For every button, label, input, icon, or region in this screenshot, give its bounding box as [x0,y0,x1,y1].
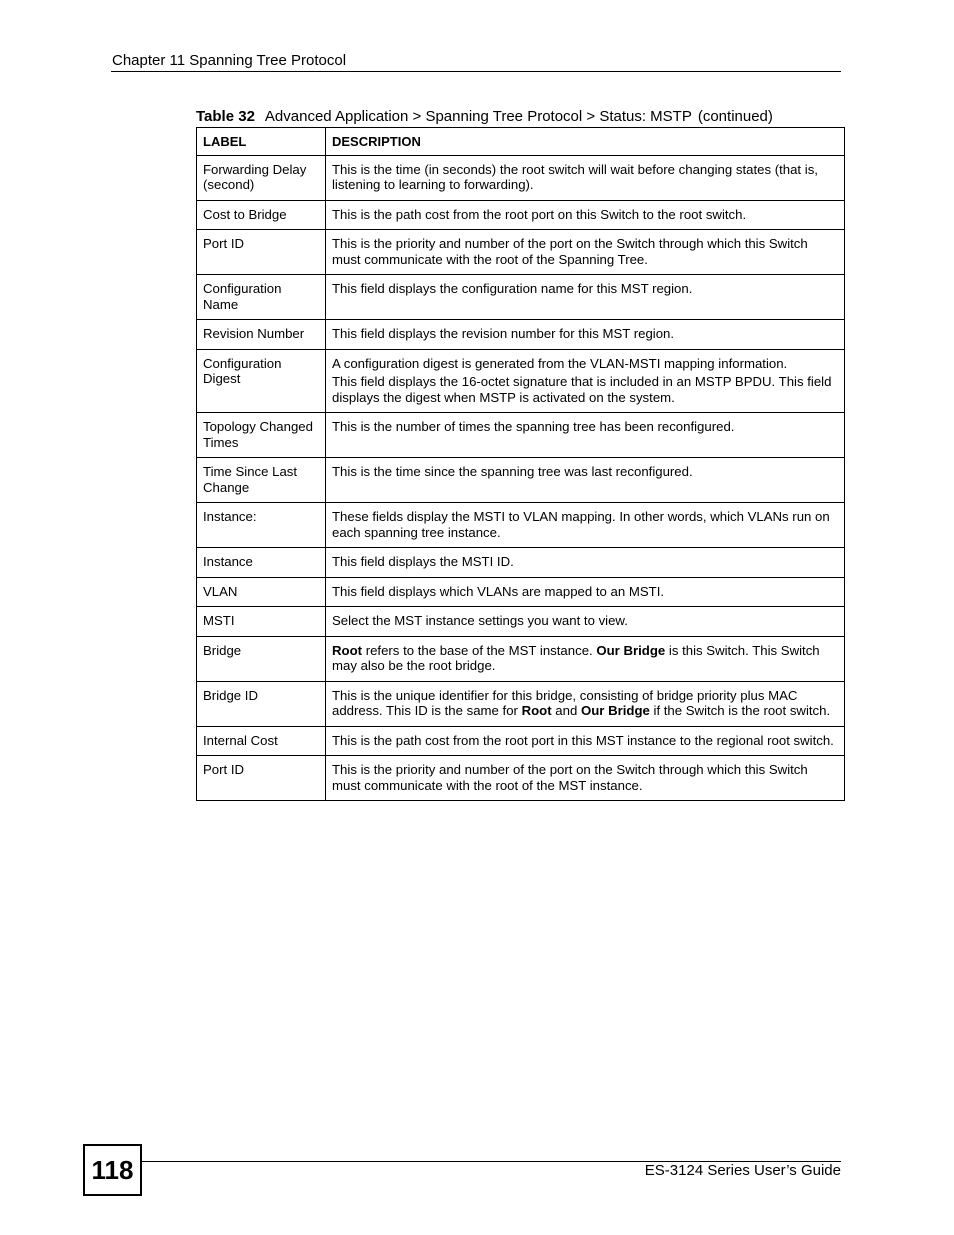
table-row [197,413,845,458]
row-description [326,726,845,756]
row-description [326,200,845,230]
table-row [197,230,845,275]
table-title: Advanced Application > Spanning Tree Protocol > Status: MSTP [264,108,692,125]
description-column-header: DESCRIPTION [326,128,845,156]
table-header-row [197,128,845,156]
row-description [326,413,845,458]
description-paragraph: This is the priority and number of the port on the Switch through which this Switch must communicate with the root of the Spanning Tree. [332,236,808,267]
bold-term: Root [332,642,363,658]
text-segment: if the Switch is the root switch. [649,703,831,718]
row-description [326,607,845,637]
row-description [326,230,845,275]
table-row [197,275,845,320]
table-caption [196,108,773,125]
row-description [326,636,845,681]
row-label: Revision Number [197,320,326,350]
table-number: Table 32 [196,108,255,125]
table-row [197,200,845,230]
row-description [326,756,845,801]
table-row [197,349,845,413]
description-paragraph: These fields display the MSTI to VLAN mapping. In other words, which VLANs run on each spanning tree instance. [332,509,830,540]
row-label: Cost to Bridge [197,200,326,230]
table-row [197,155,845,200]
description-paragraph: This field displays the revision number for this MST region. [332,326,675,341]
table-continued: (continued) [697,108,773,125]
description-paragraph: This is the path cost from the root port in this MST instance to the regional root switch. [332,732,834,748]
page-number: 118 [83,1144,142,1196]
description-paragraph [332,643,838,674]
text-segment: and [551,703,581,718]
row-label: Bridge ID [197,681,326,726]
description-paragraph: Select the MST instance settings you want to view. [332,613,628,628]
row-label: Internal Cost [197,726,326,756]
description-paragraph: This is the time (in seconds) the root switch will wait before changing states (that is, listening to learning to forwarding). [332,161,818,192]
table-row [197,607,845,637]
row-label: VLAN [197,577,326,607]
row-description [326,458,845,503]
table-row [197,726,845,756]
bold-term: Our Bridge [596,642,666,658]
guide-title: ES-3124 Series User’s Guide [644,1162,841,1179]
row-label: Port ID [197,756,326,801]
row-label: Instance [197,548,326,578]
description-paragraph: This is the path cost from the root port on this Switch to the root switch. [332,206,747,222]
description-paragraph [332,688,838,719]
description-paragraph: This is the priority and number of the port on the Switch through which this Switch must communicate with the root of the MST instance. [332,762,808,793]
table-row [197,636,845,681]
description-paragraph: This field displays the 16-octet signature that is included in an MSTP BPDU. This field displays the digest when MSTP is activated on the system. [332,374,832,405]
row-label: Instance: [197,503,326,548]
row-description [326,681,845,726]
description-paragraph: This field displays which VLANs are mapped to an MSTI. [332,583,665,599]
row-description [326,577,845,607]
label-column-header: LABEL [197,128,326,156]
table-row [197,458,845,503]
description-paragraph: A configuration digest is generated from the VLAN-MSTI mapping information. [332,355,788,371]
header-divider [111,71,841,72]
description-paragraph: This is the time since the spanning tree was last reconfigured. [332,464,693,479]
row-description [326,548,845,578]
table-row [197,577,845,607]
description-paragraph: This field displays the MSTI ID. [332,554,514,569]
bold-term: Our Bridge [580,703,650,718]
table-row [197,503,845,548]
row-description [326,155,845,200]
row-description [326,275,845,320]
row-description [326,503,845,548]
row-description [326,320,845,350]
row-label: Topology Changed Times [197,413,326,458]
row-label: Bridge [197,636,326,681]
text-segment: This is the unique identifier for this bridge, consisting of bridge priority plus MAC address. This ID is the same for [332,687,798,718]
row-label: Configuration Digest [197,349,326,413]
row-label: MSTI [197,607,326,637]
table-row [197,681,845,726]
description-paragraph: This field displays the configuration name for this MST region. [332,281,693,296]
table-row [197,320,845,350]
description-table [196,127,845,801]
text-segment: refers to the base of the MST instance. [362,642,597,658]
bold-term: Root [521,703,552,718]
row-label: Port ID [197,230,326,275]
row-description [326,349,845,413]
row-label: Forwarding Delay (second) [197,155,326,200]
row-label: Configuration Name [197,275,326,320]
table-row [197,756,845,801]
description-paragraph: This is the number of times the spanning tree has been reconfigured. [332,419,735,434]
text-segment: is this Switch. This Switch may also be the root bridge. [332,642,820,673]
chapter-header: Chapter 11 Spanning Tree Protocol [112,52,347,69]
row-label: Time Since Last Change [197,458,326,503]
table-row [197,548,845,578]
